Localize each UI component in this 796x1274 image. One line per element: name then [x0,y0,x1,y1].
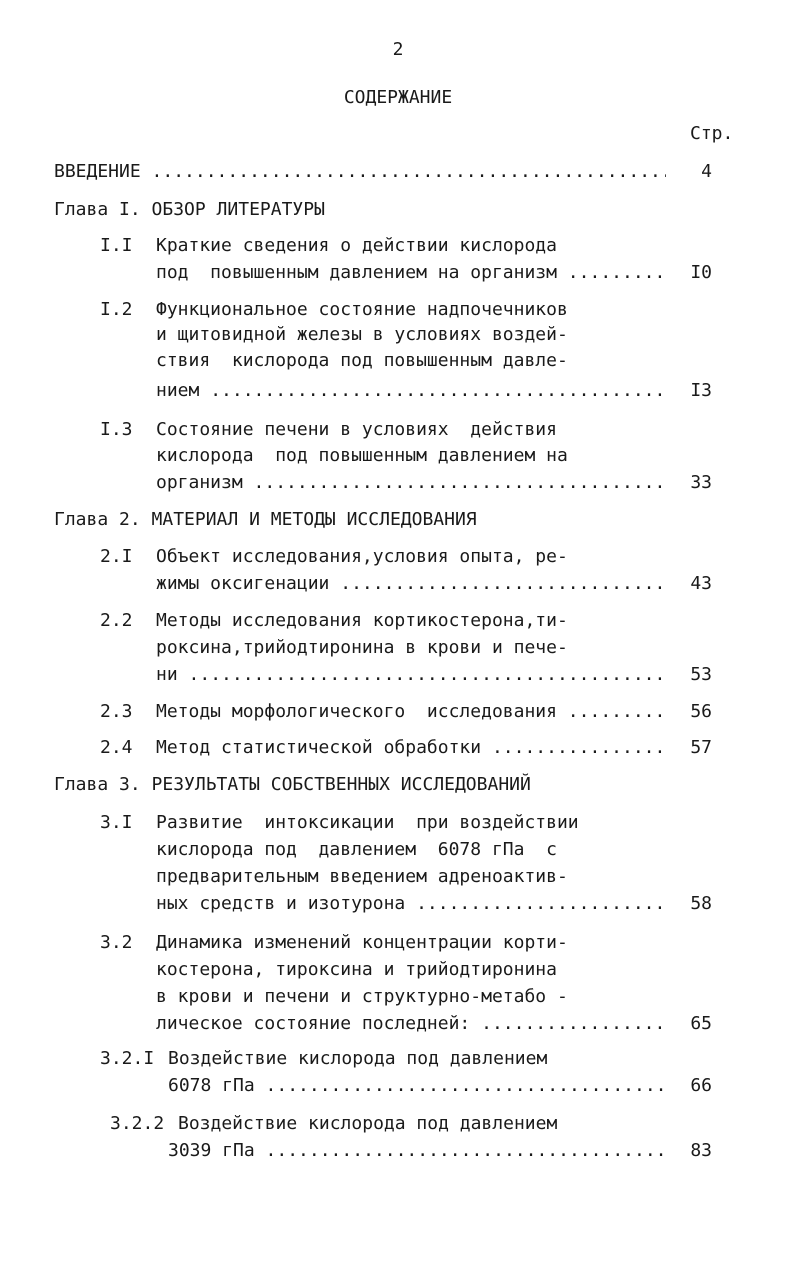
section-line: в крови и печени и структурно-метабо - [156,986,568,1007]
chapter-heading: Глава 3. РЕЗУЛЬТАТЫ СОБСТВЕННЫХ ИССЛЕДОВАНИЙ [54,774,531,795]
section-line: Краткие сведения о действии кислорода [156,235,557,256]
toc-section-line [0,985,796,1009]
section-line: ни ..... [156,663,666,687]
section-line: Методы исследования кортикостерона,ти- [156,610,568,631]
toc-section-2-2 [0,609,796,633]
toc-subsection-3-2-2-last [0,1139,796,1163]
toc-section-line [0,958,796,982]
toc-section-line [0,444,796,468]
toc-section-2-3 [0,700,796,724]
toc-entry-page: 43 [690,573,712,594]
section-line: костерона, тироксина и трийодтиронина [156,959,557,980]
section-line: кислорода под повышенным давлением на [156,445,568,466]
toc-section-2-2-last [0,663,796,687]
section-line: Воздействие кислорода под давлением [178,1113,558,1134]
toc-section-2-4 [0,736,796,760]
toc-subsection-3-2-1 [0,1047,796,1071]
section-line: Методы морфологического исследования ..... [156,700,666,724]
toc-entry-page: 53 [690,664,712,685]
toc-entry-page: 83 [690,1140,712,1161]
section-line: организм ..... [156,471,666,495]
chapter-heading: Глава I. ОБЗОР ЛИТЕРАТУРЫ [54,199,325,220]
section-line: Воздействие кислорода под давлением [168,1048,548,1069]
toc-subsection-3-2-2 [0,1112,796,1136]
section-number: 2.4 [100,737,133,758]
section-line: кислорода под давлением 6078 гПа с [156,839,557,860]
toc-section-1-2 [0,298,796,322]
section-line: Динамика изменений концентрации корти- [156,932,568,953]
section-line: и щитовидной железы в условиях воздей- [156,324,568,345]
section-line: жимы оксигенации ..... [156,572,666,596]
section-line: Объект исследования,условия опыта, ре- [156,546,568,567]
toc-chapter-3 [0,773,796,797]
toc-entry-page: 66 [690,1075,712,1096]
section-number: 2.3 [100,701,133,722]
section-line: Функциональное состояние надпочечников [156,299,568,320]
section-number: I.2 [100,299,133,320]
section-line: нием ..... [156,379,666,403]
toc-section-line [0,323,796,347]
page-column-label: Стр. [690,123,734,144]
toc-entry-intro [0,160,796,184]
page-number: 2 [392,39,404,60]
toc-chapter-2 [0,508,796,532]
toc-section-3-1-last [0,892,796,916]
section-line: роксина,трийодтиронина в крови и пече- [156,637,568,658]
section-number: 3.2 [100,932,133,953]
chapter-heading: Глава 2. МАТЕРИАЛ И МЕТОДЫ ИССЛЕДОВАНИЯ [54,509,477,530]
toc-entry-page: I0 [690,262,712,283]
section-line: Состояние печени в условиях действия [156,419,557,440]
toc-section-line [0,838,796,862]
toc-section-line [0,636,796,660]
section-number: I.I [100,235,133,256]
toc-section-line [0,349,796,373]
section-number: 3.2.2 [110,1113,165,1134]
toc-entry-page: 58 [690,893,712,914]
section-number: 2.2 [100,610,133,631]
toc-entry-page: 33 [690,472,712,493]
toc-entry-text: ВВЕДЕНИЕ ..... [54,160,666,184]
toc-entry-page: 57 [690,737,712,758]
toc-chapter-1 [0,198,796,222]
toc-entry-page: 56 [690,701,712,722]
section-number: 3.I [100,812,133,833]
toc-entry-page: 4 [701,161,712,182]
section-number: 3.2.I [100,1048,155,1069]
section-number: 2.I [100,546,133,567]
toc-section-1-1 [0,234,796,258]
section-line: Развитие интоксикации при воздействии [156,812,579,833]
page-title: СОДЕРЖАНИЕ [343,87,453,108]
toc-section-3-1 [0,811,796,835]
toc-section-2-1-last [0,572,796,596]
section-line: Метод статистической обработки ..... [156,736,666,760]
toc-section-line [0,865,796,889]
section-line: под повышенным давлением на организм ..... [156,261,666,285]
toc-section-2-1 [0,545,796,569]
toc-section-3-2 [0,931,796,955]
section-line: 3039 гПа ..... [168,1139,666,1163]
section-line: предварительным введением адреноактив- [156,866,568,887]
toc-entry-page: 65 [690,1013,712,1034]
section-line: лическое состояние последней: ..... [156,1012,666,1036]
toc-section-1-3-last [0,471,796,495]
section-line: ствия кислорода под повышенным давле- [156,350,568,371]
section-number: I.3 [100,419,133,440]
toc-subsection-3-2-1-last [0,1074,796,1098]
section-line: 6078 гПа ..... [168,1074,666,1098]
toc-section-1-2-last [0,379,796,403]
toc-entry-page: I3 [690,380,712,401]
toc-section-1-3 [0,418,796,442]
toc-section-3-2-last [0,1012,796,1036]
section-line: ных средств и изотурона ..... [156,892,666,916]
toc-section-1-1-last [0,261,796,285]
